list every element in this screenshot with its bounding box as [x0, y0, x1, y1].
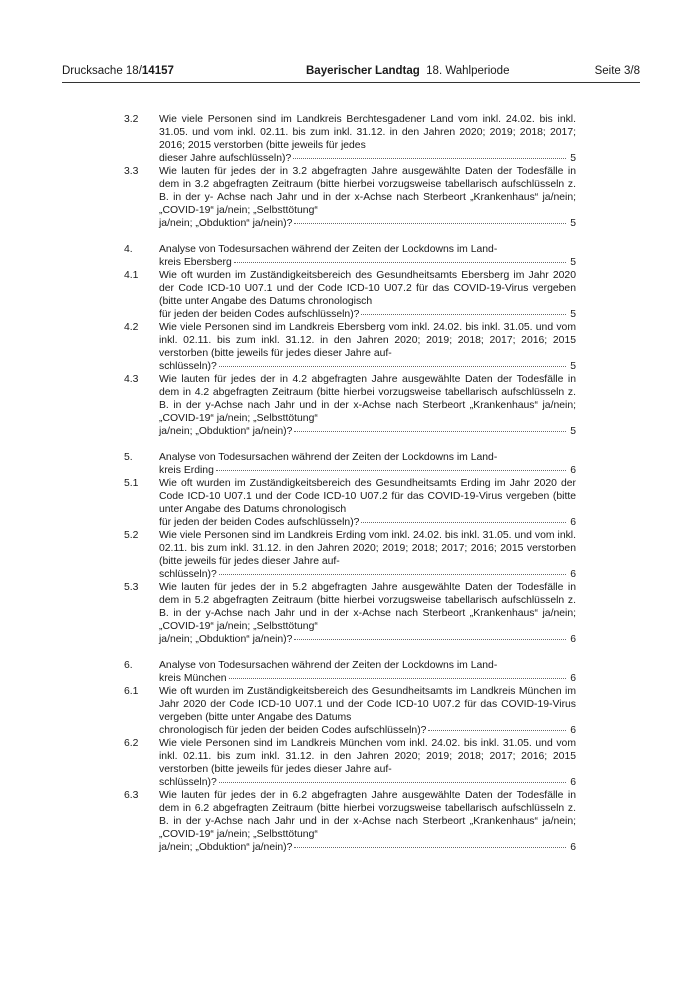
toc-leader: [428, 730, 566, 731]
toc-number: 4.1: [124, 270, 139, 281]
toc-page: 5: [570, 153, 576, 164]
toc-text-end: dieser Jahre aufschlüsseln)?: [159, 153, 292, 164]
toc-text: Analyse von Todesursachen während der Zeiten der Lockdowns im Land-: [159, 660, 498, 671]
toc-text: Wie viele Personen sind im Landkreis Erding vom inkl. 24.02. bis inkl. 31.05. und vom inkl. 02.11. bis zum inkl. 31.12. in den Jahren 2020; 2019; 2018; 2017; 2016; 2015 verstorben (bitte jeweils für jedes dieser Jahre auf-: [159, 530, 576, 567]
toc-leader: [293, 158, 566, 159]
toc-leader: [294, 431, 566, 432]
toc-number: 4.3: [124, 374, 139, 385]
toc-text: Analyse von Todesursachen während der Zeiten der Lockdowns im Land-: [159, 244, 498, 255]
drucksache-ref: [62, 64, 174, 78]
toc-leader: [219, 574, 566, 575]
toc-page: 6: [570, 725, 576, 736]
toc-number: 6.: [124, 660, 133, 671]
table-of-contents: [124, 113, 576, 854]
toc-text: Wie viele Personen sind im Landkreis München vom inkl. 24.02. bis inkl. 31.05. und vom inkl. 02.11. bis zum inkl. 31.12. in den Jahren 2020; 2019; 2018; 2017; 2016; 2015 verstorben (bitte jeweils für jedes dieser Jahre auf-: [159, 738, 576, 775]
toc-text: Wie lauten für jedes der in 4.2 abgefragten Jahre ausgewählte Daten der Todesfälle in dem in 4.2 abgefragten Zeitraum (bitte hierbei vorzugsweise tabellarisch aufschlüsseln z. B. in der y-Achse nach Jahr und in der x-Achse nach Sterbeort „Krankenhaus“ ja/nein; „COVID-19“ ja/nein; „Selbsttötung“: [159, 374, 576, 424]
toc-page: 6: [570, 465, 576, 476]
toc-leader: [294, 847, 566, 848]
header-center: [306, 64, 509, 78]
toc-page: 6: [570, 673, 576, 684]
toc-number: 5.2: [124, 530, 139, 541]
toc-page: 5: [570, 361, 576, 372]
toc-number: 3.3: [124, 166, 139, 177]
toc-text: Wie oft wurden im Zuständigkeitsbereich des Gesundheitsamts Ebersberg im Jahr 2020 der Code ICD-10 U07.1 und der Code ICD-10 U07.2 für das COVID-19-Virus vergeben (bitte unter Angabe des Datums chronologisch: [159, 270, 576, 307]
toc-text: Analyse von Todesursachen während der Zeiten der Lockdowns im Land-: [159, 452, 498, 463]
toc-text: Wie oft wurden im Zuständigkeitsbereich des Gesundheitsamts im Landkreis München im Jahr 2020 der Code ICD-10 U07.1 und der Code ICD-10 U07.2 für das COVID-19-Virus vergeben (bitte unter Angabe des Datums: [159, 686, 576, 723]
toc-number: 6.3: [124, 790, 139, 801]
toc-entry-4-1: [124, 269, 576, 321]
page-header: [62, 64, 640, 82]
toc-text: Wie viele Personen sind im Landkreis Ebersberg vom inkl. 24.02. bis inkl. 31.05. und vom inkl. 02.11. bis zum inkl. 31.12. in den Jahren 2020; 2019; 2018; 2017; 2016; 2015 verstorben (bitte jeweils für jedes dieser Jahre auf-: [159, 322, 576, 359]
toc-last-line: [159, 308, 576, 321]
toc-last-line: [159, 633, 576, 646]
toc-last-line: [159, 672, 576, 685]
toc-entry-3-3: [124, 165, 576, 230]
toc-last-line: [159, 841, 576, 854]
toc-text-end: kreis München: [159, 673, 227, 684]
toc-leader: [294, 223, 566, 224]
toc-last-line: [159, 360, 576, 373]
toc-leader: [219, 366, 566, 367]
toc-last-line: [159, 568, 576, 581]
toc-leader: [294, 639, 566, 640]
toc-text-end: ja/nein; „Obduktion“ ja/nein)?: [159, 218, 293, 229]
toc-last-line: [159, 516, 576, 529]
toc-leader: [219, 782, 566, 783]
toc-text-end: kreis Erding: [159, 465, 214, 476]
toc-text-end: ja/nein; „Obduktion“ ja/nein)?: [159, 426, 293, 437]
toc-leader: [229, 678, 566, 679]
toc-entry-6-2: [124, 737, 576, 789]
toc-entry-6: [124, 659, 576, 685]
toc-entry-4-3: [124, 373, 576, 438]
toc-page: 5: [570, 218, 576, 229]
toc-entry-5-3: [124, 581, 576, 646]
toc-last-line: [159, 425, 576, 438]
toc-leader: [361, 522, 566, 523]
toc-entry-4-2: [124, 321, 576, 373]
toc-number: 5.: [124, 452, 133, 463]
toc-page: 6: [570, 842, 576, 853]
toc-text-end: chronologisch für jeden der beiden Codes aufschlüsseln)?: [159, 725, 427, 736]
toc-last-line: [159, 464, 576, 477]
toc-text: Wie lauten für jedes der in 6.2 abgefragten Jahre ausgewählte Daten der Todesfälle in dem in 6.2 abgefragten Zeitraum (bitte hierbei vorzugsweise tabellarisch aufschlüsseln z. B. in der y-Achse nach Jahr und in der x-Achse nach Sterbeort „Krankenhaus“ ja/nein; „COVID-19“ ja/nein; „Selbsttötung“: [159, 790, 576, 840]
toc-entry-5-1: [124, 477, 576, 529]
toc-text-end: ja/nein; „Obduktion“ ja/nein)?: [159, 634, 293, 645]
toc-text-end: ja/nein; „Obduktion“ ja/nein)?: [159, 842, 293, 853]
drucksache-label: Drucksache 18/: [62, 65, 142, 77]
toc-number: 6.1: [124, 686, 139, 697]
toc-number: 5.3: [124, 582, 139, 593]
toc-text: Wie oft wurden im Zuständigkeitsbereich des Gesundheitsamts Erding im Jahr 2020 der Code ICD-10 U07.1 und der Code ICD-10 U07.2 für das COVID-19-Virus vergeben (bitte unter Angabe des Datums chronologisch: [159, 478, 576, 515]
toc-last-line: [159, 724, 576, 737]
toc-leader: [216, 470, 566, 471]
toc-text-end: für jeden der beiden Codes aufschlüsseln)?: [159, 309, 360, 320]
toc-text-end: kreis Ebersberg: [159, 257, 232, 268]
toc-entry-6-1: [124, 685, 576, 737]
toc-text-end: für jeden der beiden Codes aufschlüsseln)?: [159, 517, 360, 528]
toc-page: 6: [570, 569, 576, 580]
toc-text-end: schlüsseln)?: [159, 777, 217, 788]
toc-leader: [234, 262, 566, 263]
institution-name: Bayerischer Landtag: [306, 65, 420, 77]
toc-page: 5: [570, 309, 576, 320]
toc-last-line: [159, 152, 576, 165]
toc-number: 4.2: [124, 322, 139, 333]
toc-text-end: schlüsseln)?: [159, 361, 217, 372]
toc-page: 5: [570, 426, 576, 437]
drucksache-number: 14157: [141, 65, 174, 77]
toc-last-line: [159, 217, 576, 230]
toc-text-end: schlüsseln)?: [159, 569, 217, 580]
toc-last-line: [159, 256, 576, 269]
toc-leader: [361, 314, 566, 315]
header-rule: [62, 82, 640, 83]
toc-number: 5.1: [124, 478, 139, 489]
toc-page: 6: [570, 517, 576, 528]
toc-entry-5: [124, 451, 576, 477]
toc-entry-6-3: [124, 789, 576, 854]
toc-entry-3-2: [124, 113, 576, 165]
toc-last-line: [159, 776, 576, 789]
toc-text: Wie lauten für jedes der in 5.2 abgefragten Jahre ausgewählte Daten der Todesfälle in dem in 5.2 abgefragten Zeitraum (bitte hierbei vorzugsweise tabellarisch aufschlüsseln z. B. in der y-Achse nach Jahr und in der x-Achse nach Sterbeort „Krankenhaus“ ja/nein; „COVID-19“ ja/nein; „Selbsttötung“: [159, 582, 576, 632]
toc-number: 6.2: [124, 738, 139, 749]
toc-page: 6: [570, 777, 576, 788]
toc-text: Wie lauten für jedes der in 3.2 abgefragten Jahre ausgewählte Daten der Todesfälle in dem in 3.2 abgefragten Zeitraum (bitte hierbei vorzugsweise tabellarisch aufschlüsseln z. B. in der y- Achse nach Jahr und in der x-Achse nach Sterbeort „Krankenhaus“ ja/nein; „COVID-19“ ja/nein; „Selbsttötung“: [159, 166, 576, 216]
toc-page: 5: [570, 257, 576, 268]
page-number: Seite 3/8: [594, 65, 640, 77]
toc-text: Wie viele Personen sind im Landkreis Berchtesgadener Land vom inkl. 24.02. bis inkl. 31.05. und vom inkl. 02.11. bis zum inkl. 31.12. in den Jahren 2020; 2019; 2018; 2017; 2016; 2015 verstorben (bitte jeweils für jedes: [159, 114, 576, 151]
toc-entry-5-2: [124, 529, 576, 581]
wahlperiode: 18. Wahlperiode: [426, 65, 510, 77]
toc-number: 3.2: [124, 114, 139, 125]
toc-entry-4: [124, 243, 576, 269]
toc-page: 6: [570, 634, 576, 645]
toc-number: 4.: [124, 244, 133, 255]
